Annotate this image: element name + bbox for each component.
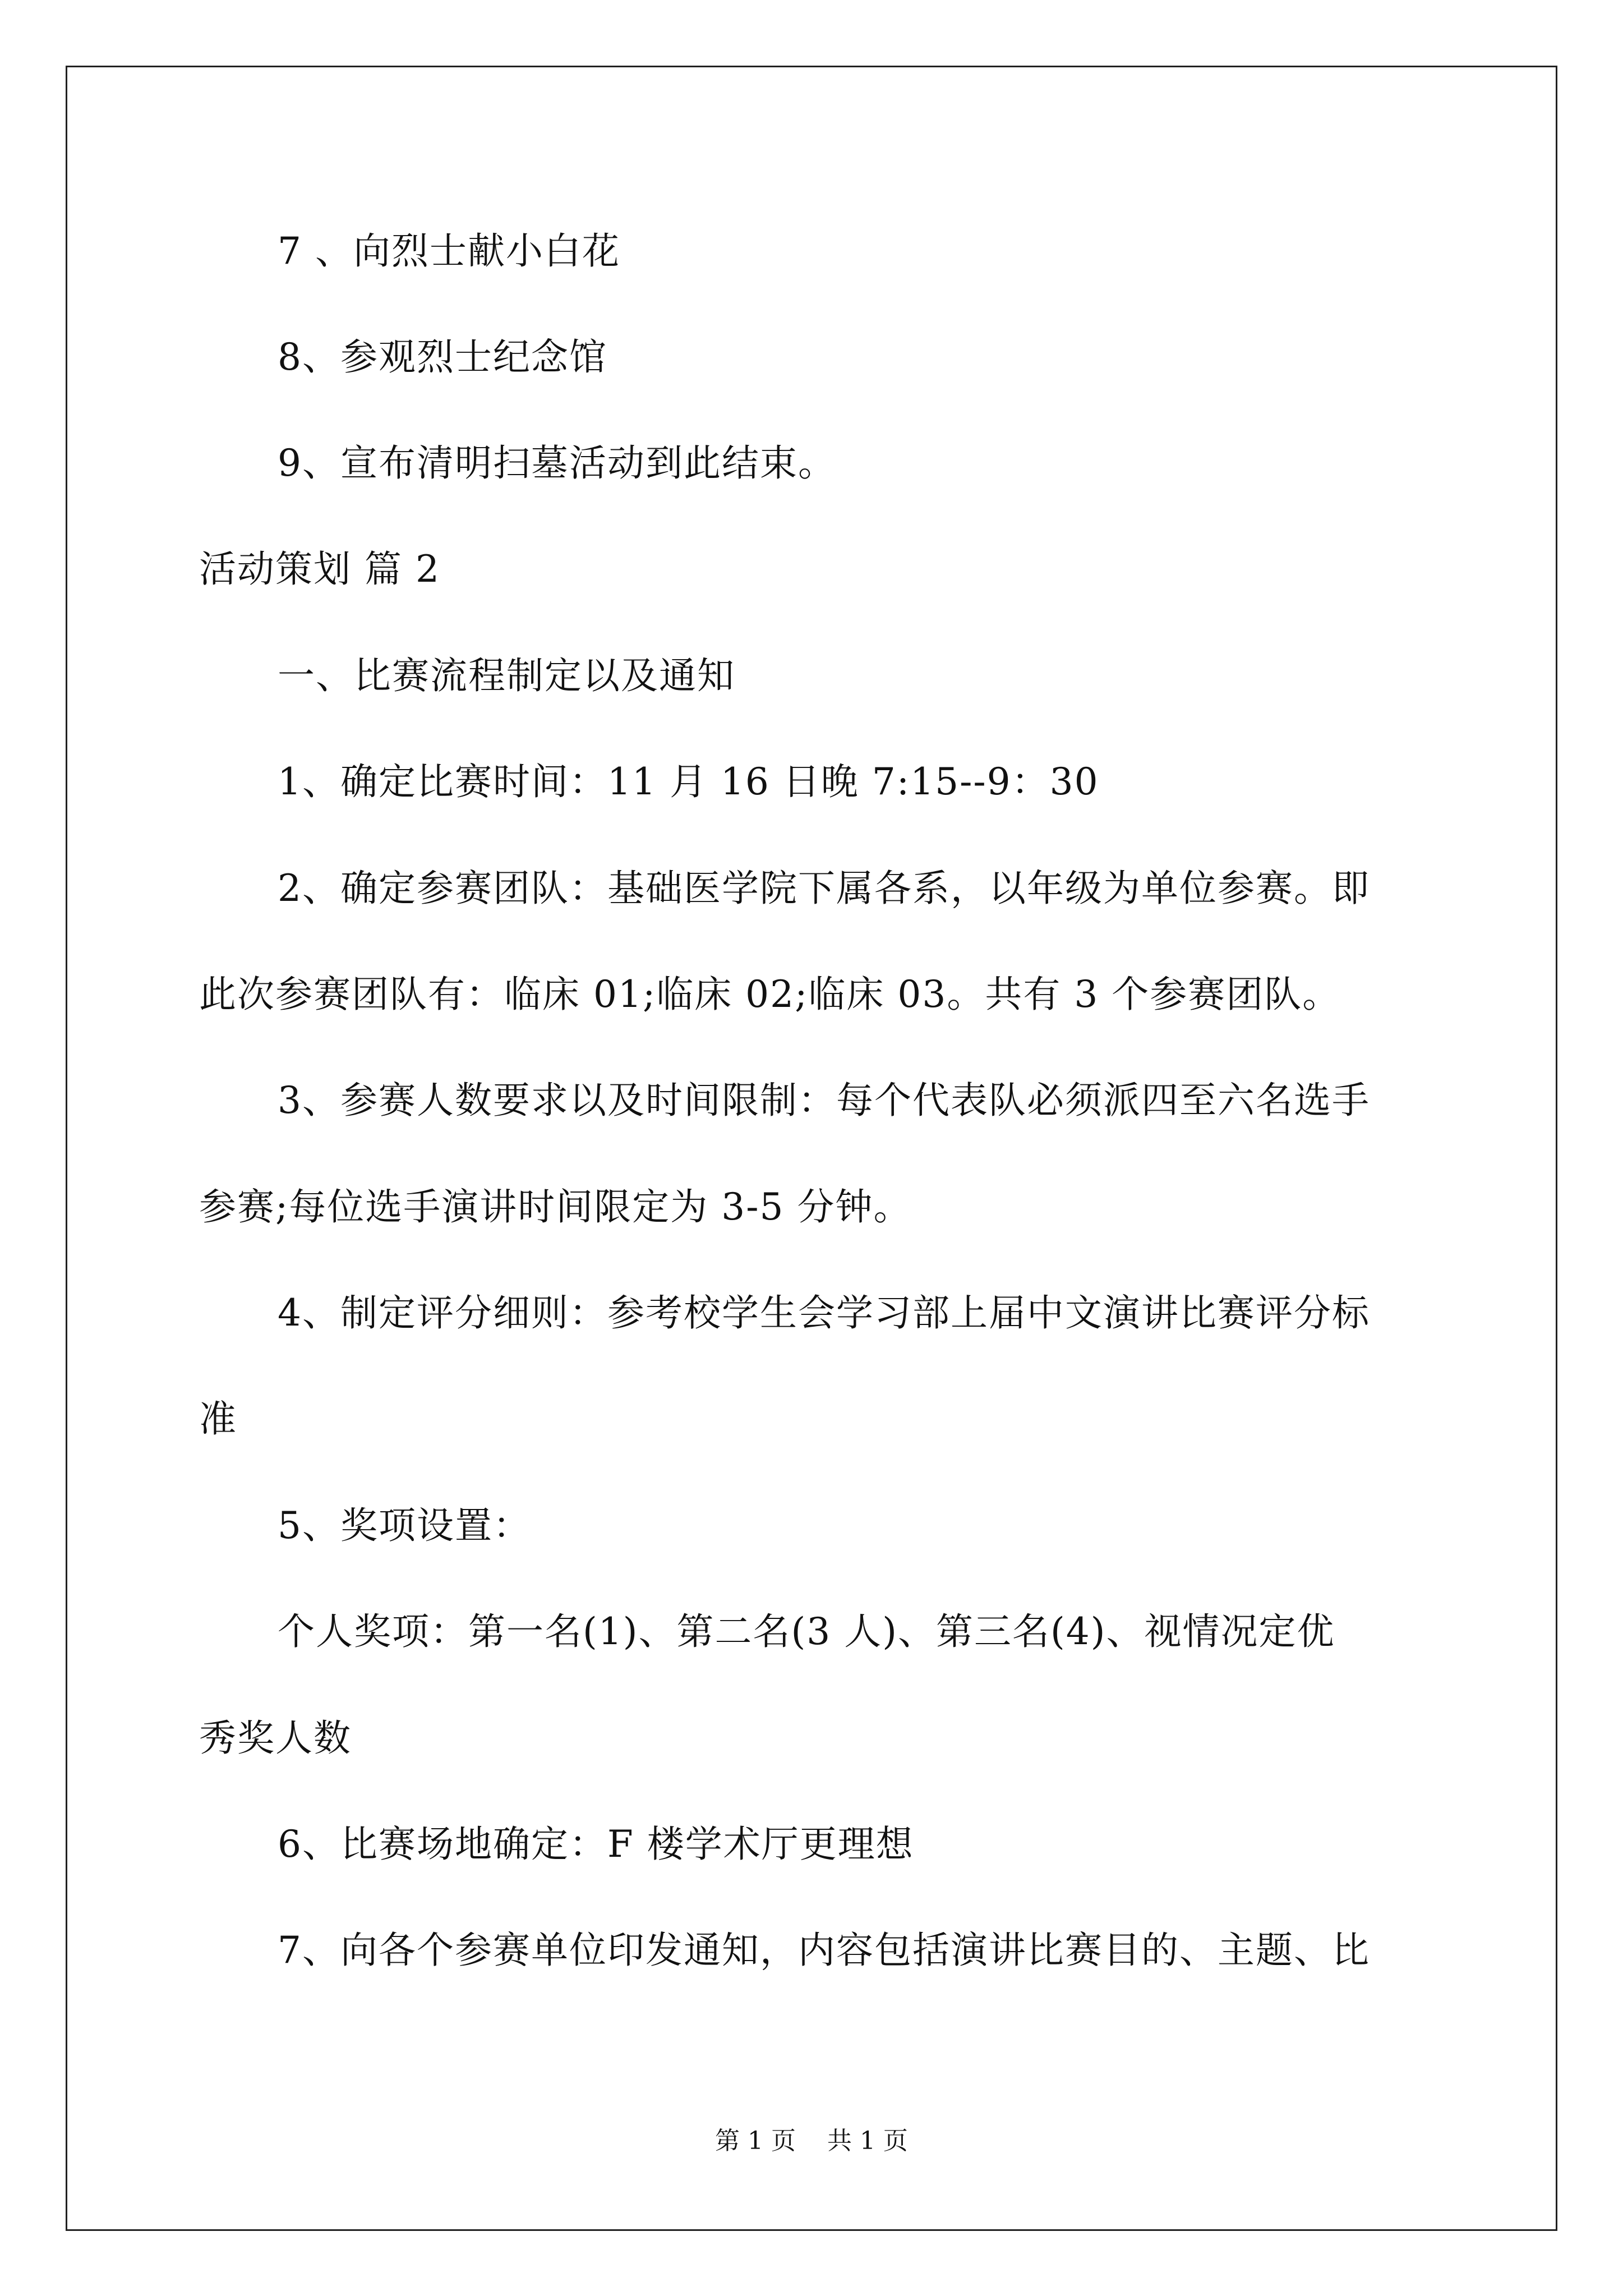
individual-awards-cont: 秀奖人数 [199, 1717, 352, 1760]
individual-awards: 个人奖项：第一名(1)、第二名(3 人)、第三名(4)、视情况定优 [278, 1610, 1335, 1653]
item-2-teams: 2、确定参赛团队：基础医学院下属各系，以年级为单位参赛。即 [278, 867, 1370, 910]
list-item-9-end: 9、宣布清明扫墓活动到此结束。 [278, 441, 836, 485]
item-4-scoring: 4、制定评分细则：参考校学生会学习部上届中文演讲比赛评分标 [278, 1291, 1370, 1335]
list-item-8-memorial: 8、参观烈士纪念馆 [278, 335, 607, 379]
item-6-venue: 6、比赛场地确定：F 楼学术厅更理想 [278, 1823, 914, 1866]
subsection-heading: 一、比赛流程制定以及通知 [278, 654, 735, 697]
item-2-teams-cont: 此次参赛团队有：临床 01;临床 02;临床 03。共有 3 个参赛团队。 [199, 973, 1341, 1016]
item-4-scoring-cont: 准 [199, 1397, 237, 1441]
list-item-7-flowers: 7 、向烈士献小白花 [278, 229, 620, 273]
item-3-participants-cont: 参赛;每位选手演讲时间限定为 3-5 分钟。 [199, 1185, 912, 1228]
page-border [66, 66, 1557, 2231]
item-1-time: 1、确定比赛时间：11 月 16 日晚 7:15--9：30 [278, 760, 1099, 803]
section-heading: 活动策划 篇 2 [199, 547, 440, 591]
item-5-awards: 5、奖项设置： [278, 1504, 531, 1547]
page-footer: 第 1 页 共 1 页 [715, 2127, 908, 2155]
item-3-participants: 3、参赛人数要求以及时间限制：每个代表队必须派四至六名选手 [278, 1079, 1370, 1122]
item-7-notice: 7、向各个参赛单位印发通知，内容包括演讲比赛目的、主题、比 [278, 1929, 1370, 1972]
